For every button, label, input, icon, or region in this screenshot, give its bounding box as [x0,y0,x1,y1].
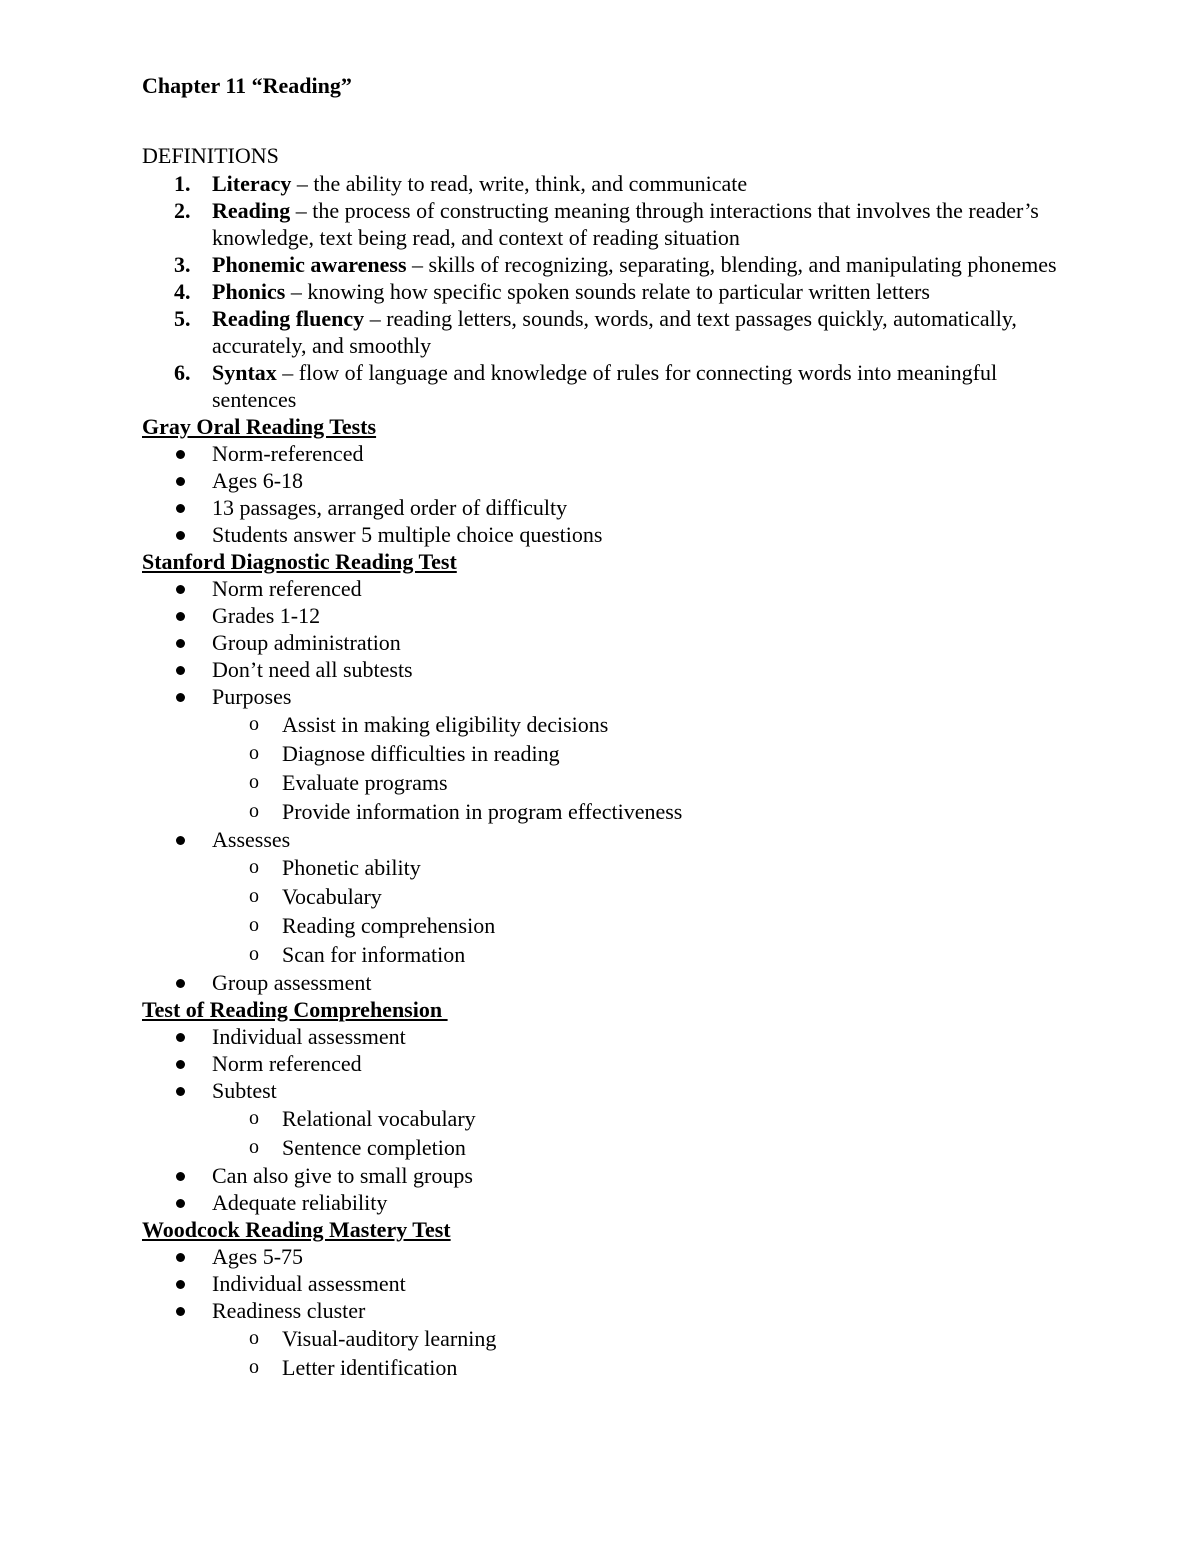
test-section [142,548,1062,996]
definition-body [212,278,1062,305]
bullet-item [142,1297,1062,1324]
sub-bullet-item [142,768,1062,797]
bullet-text: Group administration [212,630,401,655]
sub-bullet-text: Diagnose difficulties in reading [282,741,560,766]
bullet-item [142,1189,1062,1216]
circle-bullet-icon: o [249,885,259,907]
circle-bullet-icon: o [249,943,259,965]
definition-term: Reading fluency [212,306,365,331]
definition-text: – the ability to read, write, think, and communicate [291,171,748,196]
section-heading: Test of Reading Comprehension [142,997,448,1022]
sub-bullet-item [142,797,1062,826]
bullet-item [142,1270,1062,1297]
bullet-icon [176,1280,185,1289]
sub-bullet-item [142,1324,1062,1353]
circle-bullet-icon: o [249,1327,259,1349]
definition-item [142,359,1062,413]
sub-bullet-text: Assist in making eligibility decisions [282,712,609,737]
definition-body [212,359,1062,413]
sub-bullet-item [142,911,1062,940]
bullet-text: Assesses [212,827,291,852]
definition-number: 6. [174,360,191,385]
bullet-item [142,629,1062,656]
sub-bullet-item [142,853,1062,882]
bullet-text: Grades 1-12 [212,603,321,628]
bullet-item [142,969,1062,996]
circle-bullet-icon: o [249,771,259,793]
bullet-item [142,440,1062,467]
bullet-text: Purposes [212,684,292,709]
bullet-icon [176,1307,185,1316]
bullet-item [142,683,1062,710]
test-section [142,1216,1062,1382]
bullet-icon [176,979,185,988]
definition-number: 2. [174,198,191,223]
definition-body [212,305,1062,359]
bullet-icon [176,1033,185,1042]
definition-item [142,197,1062,251]
definition-number: 3. [174,252,191,277]
bullet-text: Ages 6-18 [212,468,304,493]
bullet-item [142,826,1062,853]
test-section [142,413,1062,548]
bullet-icon [176,639,185,648]
bullet-item [142,1243,1062,1270]
bullet-text: Ages 5-75 [212,1244,304,1269]
definition-item [142,305,1062,359]
bullet-item [142,1162,1062,1189]
bullet-icon [176,585,185,594]
bullet-text: Can also give to small groups [212,1163,473,1188]
bullet-icon [176,504,185,513]
sub-bullet-text: Sentence completion [282,1135,466,1160]
bullet-text: Adequate reliability [212,1190,388,1215]
section-heading: Gray Oral Reading Tests [142,414,377,439]
definition-number: 4. [174,279,191,304]
sub-bullet-item [142,1353,1062,1382]
circle-bullet-icon: o [249,1136,259,1158]
bullet-icon [176,693,185,702]
sub-bullet-text: Reading comprehension [282,913,496,938]
bullet-item [142,467,1062,494]
sub-bullet-item [142,1133,1062,1162]
sub-bullet-item [142,1104,1062,1133]
sub-bullet-item [142,882,1062,911]
definition-body [212,251,1062,278]
bullet-icon [176,1060,185,1069]
definition-number: 5. [174,306,191,331]
sub-bullet-text: Relational vocabulary [282,1106,476,1131]
bullet-icon [176,666,185,675]
sub-bullet-text: Phonetic ability [282,855,421,880]
page-title: Chapter 11 “Reading” [142,73,352,98]
bullet-text: Norm referenced [212,576,362,601]
bullet-icon [176,1172,185,1181]
definitions-list [142,170,1062,413]
circle-bullet-icon: o [249,856,259,878]
bullet-text: Individual assessment [212,1271,406,1296]
bullet-text: Individual assessment [212,1024,406,1049]
bullet-text: 13 passages, arranged order of difficulty [212,495,568,520]
definition-number: 1. [174,171,191,196]
bullet-icon [176,531,185,540]
bullet-text: Don’t need all subtests [212,657,413,682]
sub-bullet-item [142,739,1062,768]
bullet-icon [176,836,185,845]
section-heading: Woodcock Reading Mastery Test [142,1217,451,1242]
definitions-heading: DEFINITIONS [142,143,279,168]
bullet-text: Norm-referenced [212,441,364,466]
bullet-item [142,494,1062,521]
sub-bullet-text: Letter identification [282,1355,458,1380]
bullet-item [142,1023,1062,1050]
definition-text: – reading letters, sounds, words, and text passages quickly, automatically, accurately, and smoothly [212,306,1017,358]
sub-bullet-item [142,940,1062,969]
sections-container [142,413,1062,1382]
circle-bullet-icon: o [249,713,259,735]
bullet-icon [176,477,185,486]
section-heading: Stanford Diagnostic Reading Test [142,549,457,574]
definition-text: – knowing how specific spoken sounds relate to particular written letters [285,279,930,304]
circle-bullet-icon: o [249,1356,259,1378]
bullet-item [142,656,1062,683]
sub-bullet-text: Vocabulary [282,884,382,909]
bullet-item [142,602,1062,629]
definition-text: – skills of recognizing, separating, blending, and manipulating phonemes [406,252,1057,277]
definition-term: Literacy [212,171,292,196]
bullet-icon [176,1087,185,1096]
document-body [142,72,1062,1382]
bullet-item [142,1050,1062,1077]
definition-body [212,170,1062,197]
definition-body [212,197,1062,251]
bullet-item [142,521,1062,548]
circle-bullet-icon: o [249,1107,259,1129]
sub-bullet-text: Visual-auditory learning [282,1326,497,1351]
bullet-text: Norm referenced [212,1051,362,1076]
circle-bullet-icon: o [249,914,259,936]
sub-bullet-item [142,710,1062,739]
definition-term: Phonemic awareness [212,252,407,277]
circle-bullet-icon: o [249,742,259,764]
definition-text: – the process of constructing meaning through interactions that involves the reader’s knowledge, text being read, and context of reading situation [212,198,1039,250]
circle-bullet-icon: o [249,800,259,822]
definition-term: Reading [212,198,291,223]
test-section [142,996,1062,1216]
definition-text: – flow of language and knowledge of rules for connecting words into meaningful sentences [212,360,998,412]
bullet-icon [176,1199,185,1208]
definition-item [142,278,1062,305]
sub-bullet-text: Evaluate programs [282,770,448,795]
definition-item [142,170,1062,197]
bullet-icon [176,612,185,621]
bullet-item [142,1077,1062,1104]
bullet-item [142,575,1062,602]
definition-item [142,251,1062,278]
sub-bullet-text: Scan for information [282,942,466,967]
definition-term: Phonics [212,279,286,304]
definition-term: Syntax [212,360,277,385]
bullet-text: Group assessment [212,970,372,995]
bullet-icon [176,1253,185,1262]
sub-bullet-text: Provide information in program effectiveness [282,799,683,824]
bullet-text: Students answer 5 multiple choice questions [212,522,603,547]
bullet-icon [176,450,185,459]
bullet-text: Readiness cluster [212,1298,366,1323]
bullet-text: Subtest [212,1078,277,1103]
